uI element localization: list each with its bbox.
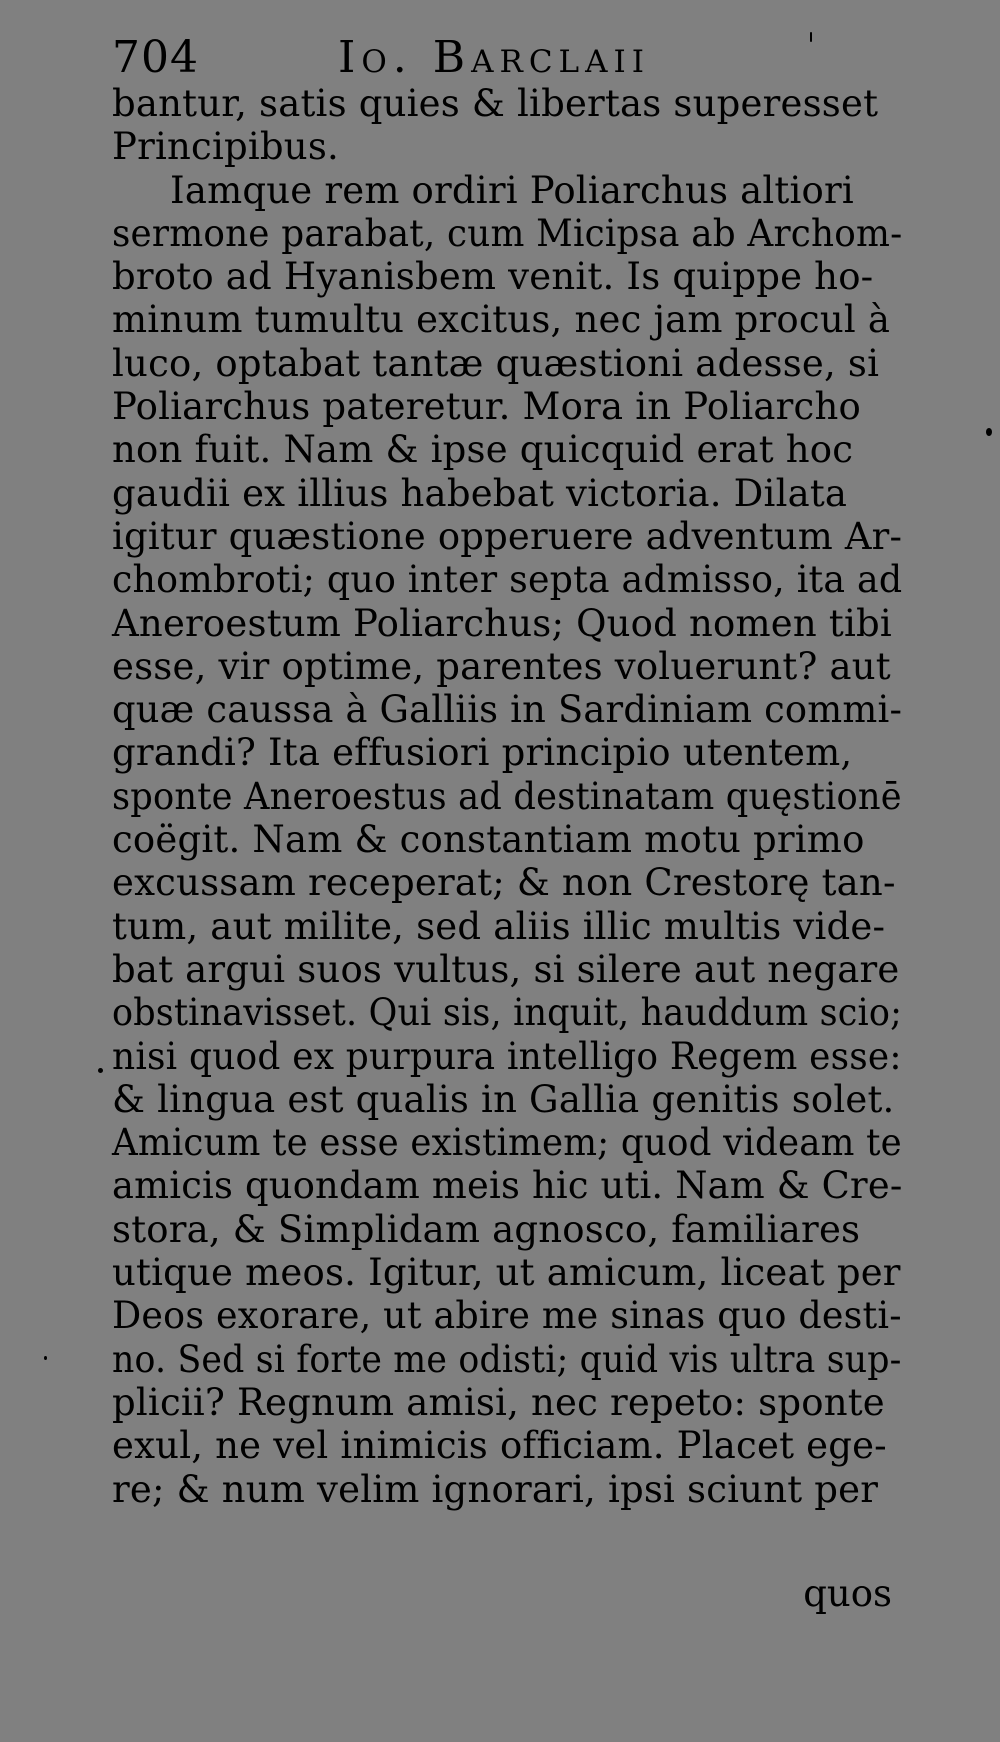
text-line: tum, aut milite, sed aliis illic multis vide-	[112, 904, 886, 948]
text-line: nisi quod ex purpura intelligo Regem esse:	[112, 1034, 902, 1078]
text-line: Iamque rem ordiri Poliarchus altiori	[170, 168, 854, 212]
text-line: bat argui suos vultus, si silere aut negare	[112, 947, 900, 991]
text-line: no. Sed si forte me odisti; quid vis ultra sup-	[112, 1337, 902, 1381]
text-line: grandi? Ita effusiori principio utentem,	[112, 731, 853, 775]
page-number: 704	[112, 32, 199, 83]
text-line: Poliarchus pateretur. Mora in Poliarcho	[112, 385, 861, 429]
text-line: igitur quæstione opperuere adventum Ar-	[112, 514, 903, 558]
text-line: sponte Aneroestus ad destinatam quęstionē	[112, 774, 902, 818]
text-line: utique meos. Igitur, ut amicum, liceat per	[112, 1251, 901, 1295]
text-line: stora, & Simplidam agnosco, familiares	[112, 1207, 861, 1251]
text-line: amicis quondam meis hic uti. Nam & Cre-	[112, 1164, 903, 1208]
text-line: esse, vir optime, parentes voluerunt? aut	[112, 644, 891, 688]
scan-speck	[44, 1356, 47, 1360]
text-line: & lingua est qualis in Gallia genitis solet.	[112, 1077, 895, 1121]
text-line: quæ caussa à Galliis in Sardiniam commi-	[112, 688, 903, 732]
scan-speck	[810, 32, 812, 42]
text-line: sermone parabat, cum Micipsa ab Archom-	[112, 211, 903, 255]
text-line: re; & num velim ignorari, ipsi sciunt per	[112, 1467, 879, 1511]
text-line: excussam receperat; & non Crestorę tan-	[112, 861, 896, 905]
text-line: broto ad Hyanisbem venit. Is quippe ho-	[112, 255, 874, 299]
text-line: Aneroestum Poliarchus; Quod nomen tibi	[112, 601, 892, 645]
catchword: quos	[803, 1572, 892, 1615]
text-line: plicii? Regnum amisi, nec repeto: sponte	[112, 1380, 885, 1424]
text-line: non fuit. Nam & ipse quicquid erat hoc	[112, 428, 854, 472]
text-line: Deos exorare, ut abire me sinas quo desti-	[112, 1294, 902, 1338]
scan-speck	[98, 1068, 103, 1073]
text-line: luco, optabat tantæ quæstioni adesse, si	[112, 341, 880, 385]
text-line: Principibus.	[112, 125, 339, 169]
text-line: gaudii ex illius habebat victoria. Dilata	[112, 471, 848, 515]
text-line: Amicum te esse existimem; quod videam te	[112, 1121, 902, 1165]
body-text	[112, 82, 902, 1511]
running-head: Io. Barclaii	[338, 32, 651, 83]
text-line: chombroti; quo inter septa admisso, ita ad	[112, 558, 903, 602]
page-header	[112, 28, 892, 88]
text-line: bantur, satis quies & libertas superesset	[112, 82, 879, 125]
text-line: exul, ne vel inimicis officiam. Placet ege-	[112, 1424, 887, 1468]
text-line: minum tumultu excitus, nec jam procul à	[112, 298, 891, 342]
text-line: coëgit. Nam & constantiam motu primo	[112, 818, 865, 862]
text-line: obstinavisset. Qui sis, inquit, hauddum scio;	[112, 991, 903, 1035]
scan-speck	[986, 428, 992, 436]
